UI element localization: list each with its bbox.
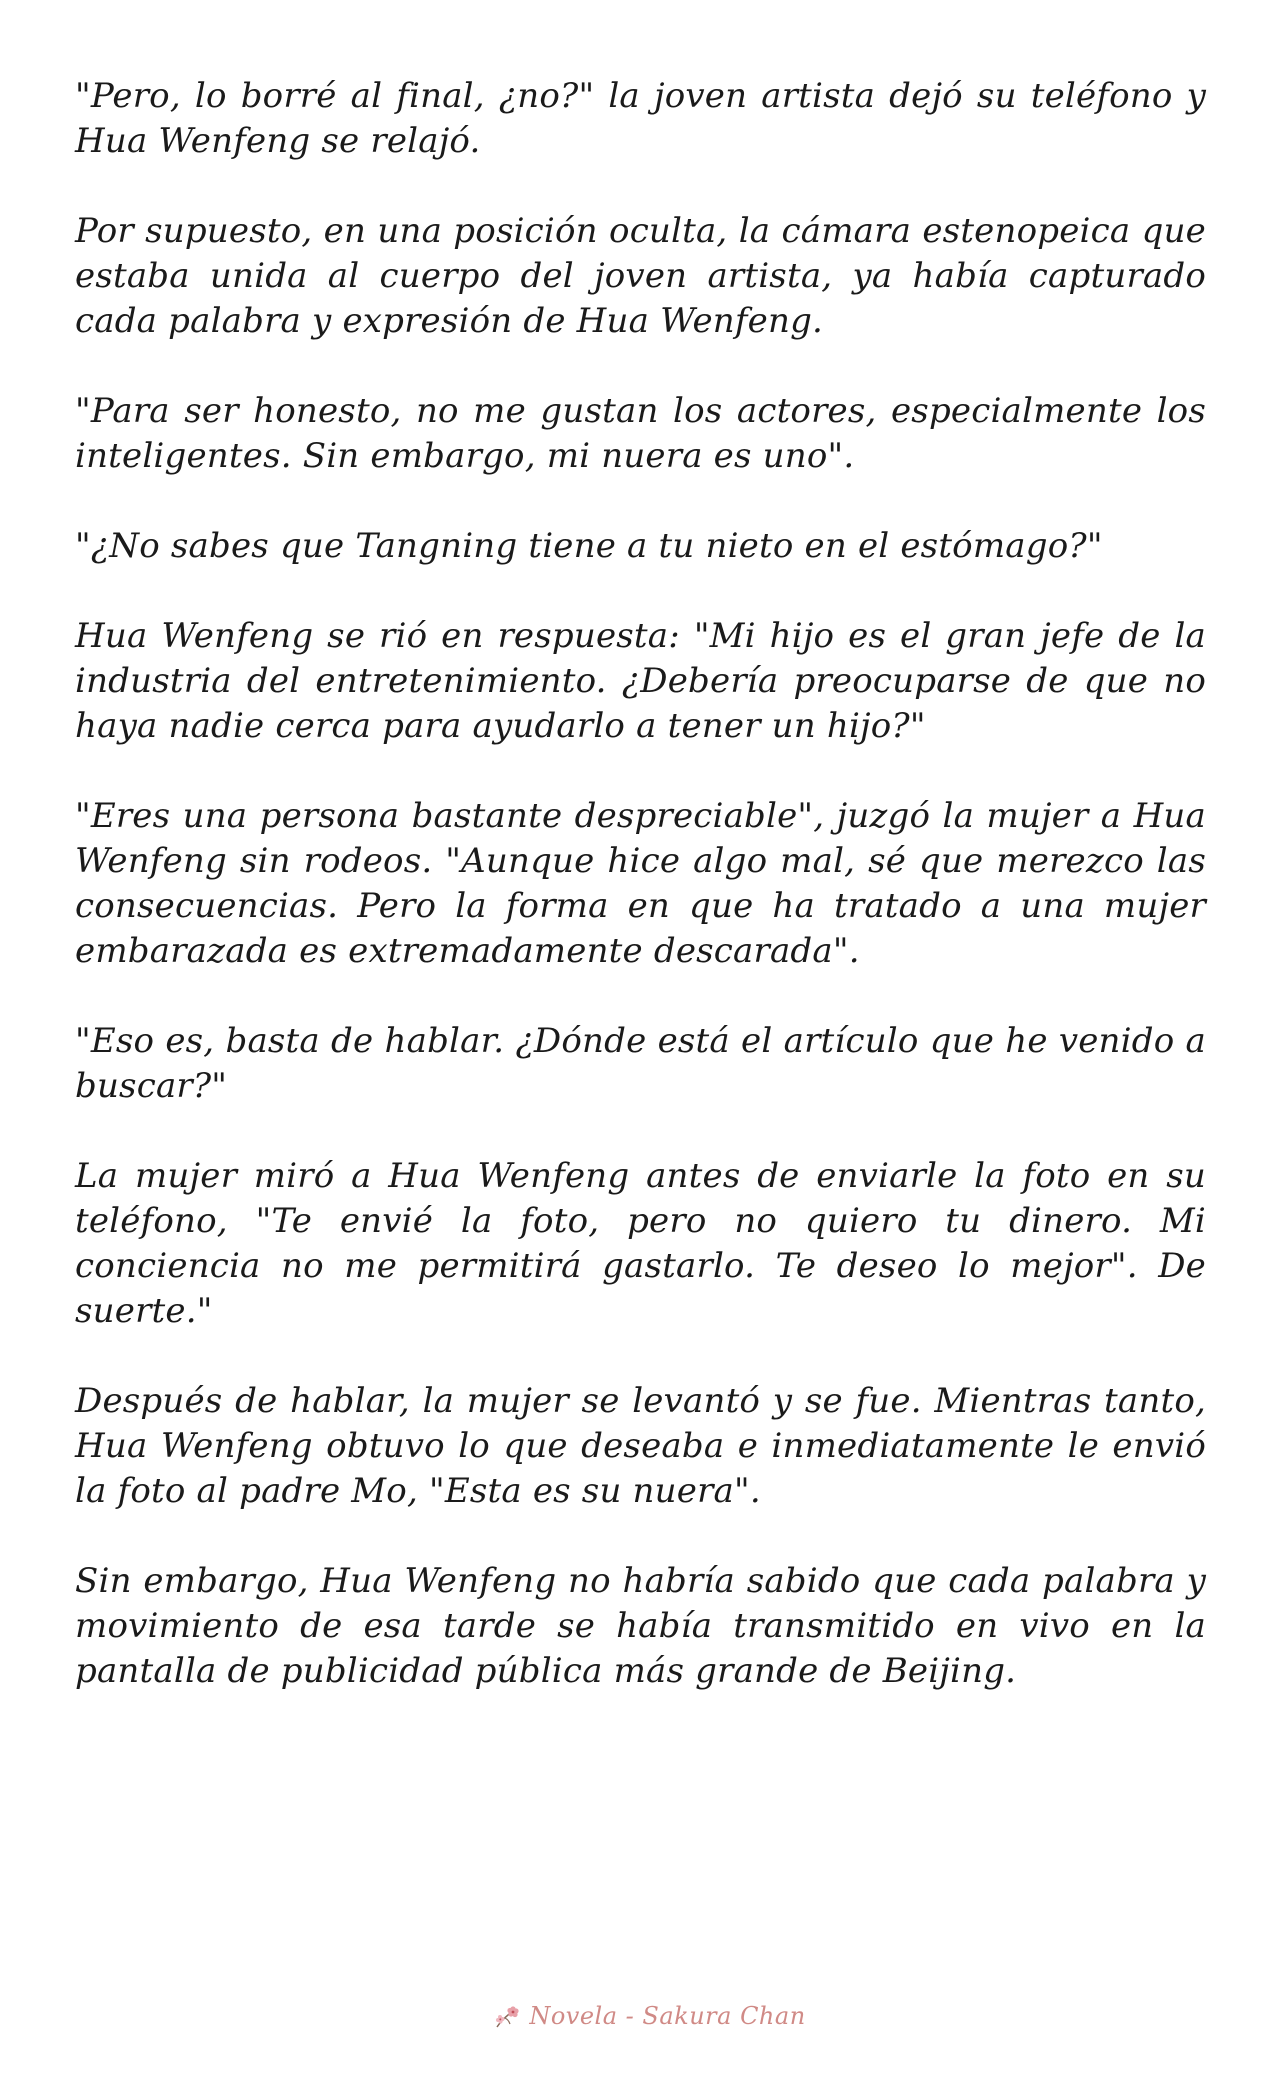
watermark-text: Novela - Sakura Chan [529, 2002, 806, 2030]
paragraph: "¿No sabes que Tangning tiene a tu nieto en el estómago?" [75, 526, 1103, 566]
paragraph: "Eso es, basta de hablar. ¿Dónde está el artículo que he venido a buscar?" [75, 1021, 1206, 1106]
story-text [75, 74, 1206, 1739]
paragraph: "Para ser honesto, no me gustan los actores, especialmente los inteligentes. Sin embargo, mi nuera es uno". [75, 391, 1206, 476]
paragraph: Después de hablar, la mujer se levantó y se fue. Mientras tanto, Hua Wenfeng obtuvo lo que deseaba e inmediatamente le envió la foto al padre Mo, "Esta es su nuera". [75, 1381, 1206, 1511]
paragraph: Por supuesto, en una posición oculta, la cámara estenopeica que estaba unida al cuerpo del joven artista, ya había capturado cada palabra y expresión de Hua Wenfeng. [75, 211, 1206, 341]
page-footer [0, 1996, 1275, 2036]
paragraph: "Pero, lo borré al final, ¿no?" la joven artista dejó su teléfono y Hua Wenfeng se relajó. [75, 76, 1206, 161]
paragraph: La mujer miró a Hua Wenfeng antes de enviarle la foto en su teléfono, "Te envié la foto, pero no quiero tu dinero. Mi conciencia no me permitirá gastarlo. Te deseo lo mejor". De suerte." [75, 1156, 1206, 1331]
paragraph: "Eres una persona bastante despreciable", juzgó la mujer a Hua Wenfeng sin rodeos. "Aunque hice algo mal, sé que merezco las consecuencias. Pero la forma en que ha tratado a una mujer embarazada es extremadamente descarada". [75, 796, 1206, 971]
cherry-blossom-icon [491, 2001, 521, 2031]
paragraph: Hua Wenfeng se rió en respuesta: "Mi hijo es el gran jefe de la industria del entretenimiento. ¿Debería preocuparse de que no haya nadie cerca para ayudarlo a tener un hijo?" [75, 616, 1206, 746]
watermark-group [491, 2001, 805, 2031]
paragraph: Sin embargo, Hua Wenfeng no habría sabido que cada palabra y movimiento de esa tarde se había transmitido en vivo en la pantalla de publicidad pública más grande de Beijing. [75, 1561, 1206, 1691]
